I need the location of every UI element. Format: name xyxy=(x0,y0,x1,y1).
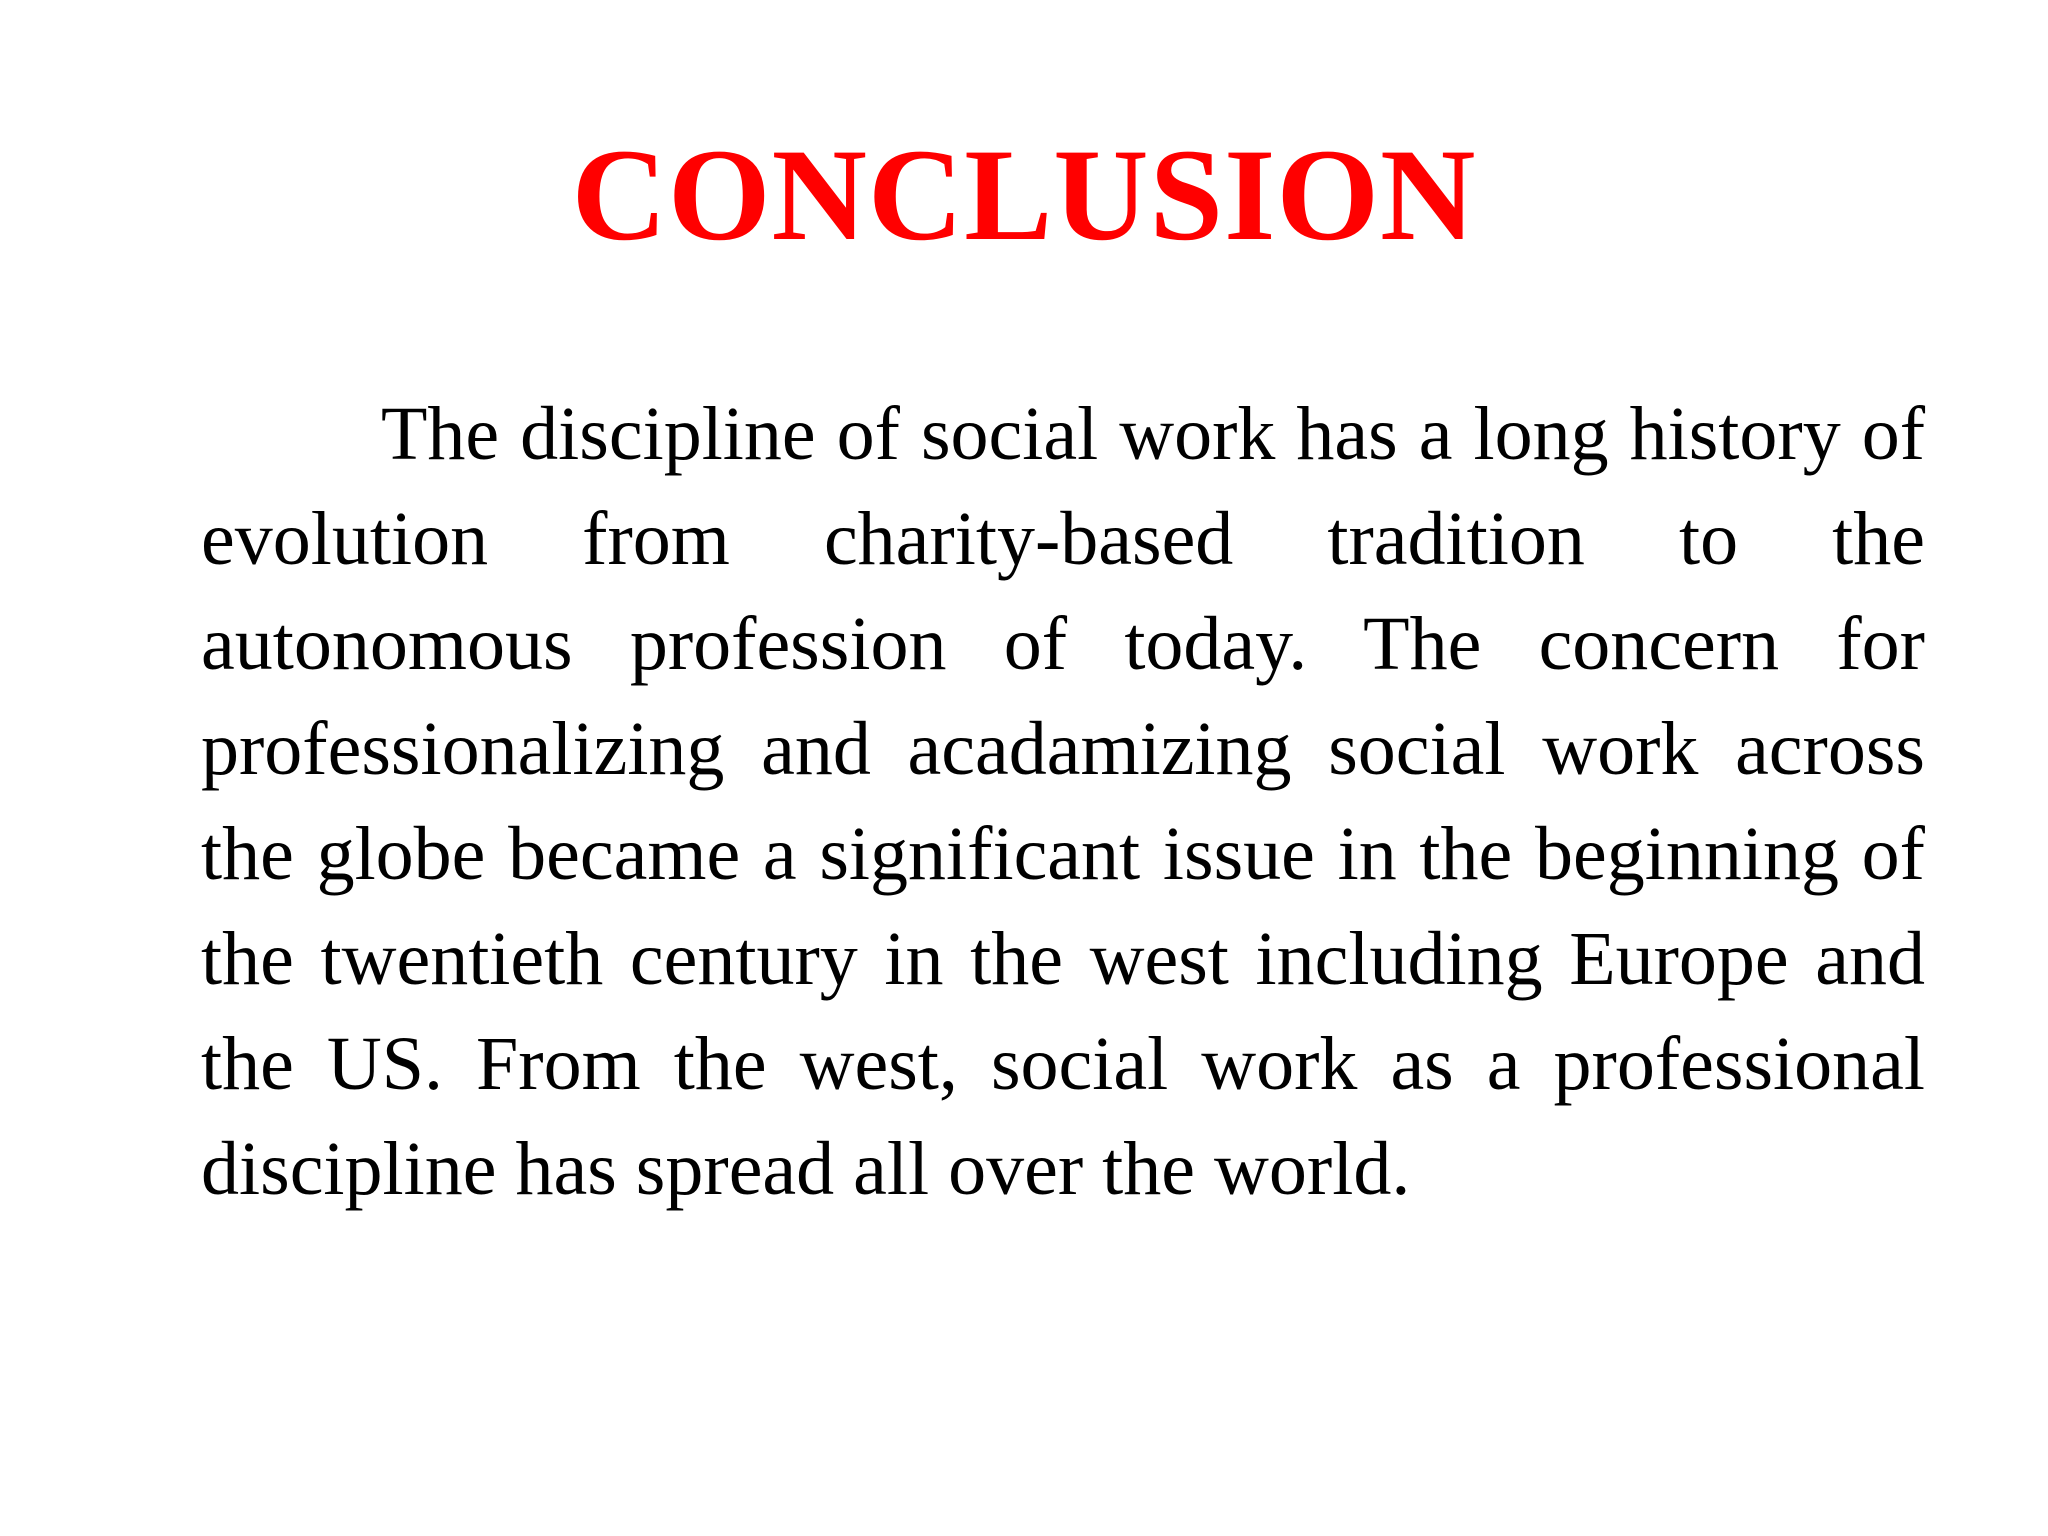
conclusion-paragraph: The discipline of social work has a long history of evolution from charity-based tradition to the autonomous profession of today. The concern for professionalizing and acadamizing social work across the globe became a significant issue in the beginning of the twentieth century in the west including Europe and the US. From the west, social work as a professional discipline has spread all over the world. xyxy=(201,392,1925,1211)
slide-title: CONCLUSION xyxy=(571,121,1477,268)
